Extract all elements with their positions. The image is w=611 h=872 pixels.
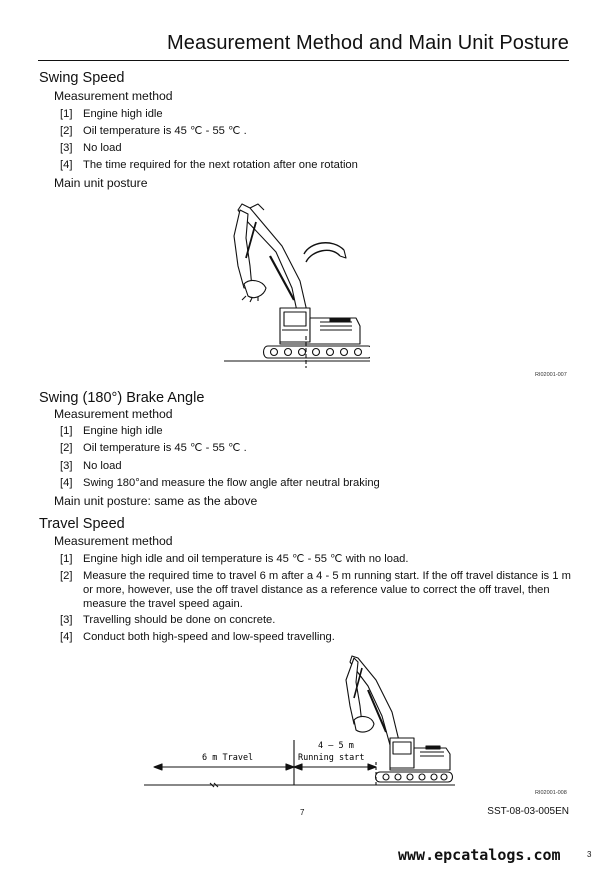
list-item: [3] Travelling should be done on concrete. <box>60 614 276 626</box>
list-item: [3] No load <box>60 460 122 472</box>
section-heading-swing-brake-angle: Swing (180°) Brake Angle <box>39 390 205 406</box>
excavator-swing-figure <box>220 196 370 368</box>
page-number: 7 <box>300 808 305 817</box>
travel-distance-label: 6 m Travel <box>202 753 254 763</box>
list-item: [1] Engine high idle and oil temperature is 45 ℃ - 55 ℃ with no load. <box>60 553 409 565</box>
main-unit-posture-label: Main unit posture <box>54 176 148 190</box>
figure-code: RI02001-007 <box>535 372 567 378</box>
figure-code: RI02001-008 <box>535 790 567 796</box>
measurement-method-label: Measurement method <box>54 89 173 103</box>
travel-speed-figure <box>140 650 470 790</box>
title-rule <box>38 60 569 61</box>
document-id: SST-08-03-005EN <box>487 806 569 817</box>
list-item: [4] Conduct both high-speed and low-speed travelling. <box>60 631 335 643</box>
watermark: www.epcatalogs.com <box>398 846 561 864</box>
measurement-method-label: Measurement method <box>54 534 173 548</box>
list-item: [3] No load <box>60 142 122 154</box>
list-item: [2] Measure the required time to travel 6 m after a 4 - 5 m running start. If the off travel distance is 1 m or more, however, use the off travel distance as a reference value to correct the off travel, then measure the travel speed again. <box>60 570 571 611</box>
main-unit-posture-label: Main unit posture: same as the above <box>54 494 258 508</box>
section-heading-travel-speed: Travel Speed <box>39 516 125 532</box>
list-item: [4] The time required for the next rotation after one rotation <box>60 159 358 171</box>
list-item: [1] Engine high idle <box>60 108 163 120</box>
running-start-distance-label: 4 — 5 m <box>318 741 354 751</box>
measurement-method-label: Measurement method <box>54 407 173 421</box>
corner-number: 3 <box>587 850 592 859</box>
page-title: Measurement Method and Main Unit Posture <box>167 32 569 54</box>
list-item: [4] Swing 180°and measure the flow angle after neutral braking <box>60 477 380 489</box>
list-item: [1] Engine high idle <box>60 425 163 437</box>
section-heading-swing-speed: Swing Speed <box>39 70 125 86</box>
list-item: [2] Oil temperature is 45 ℃ - 55 ℃ . <box>60 442 247 454</box>
running-start-label: Running start <box>298 753 365 763</box>
list-item: [2] Oil temperature is 45 ℃ - 55 ℃ . <box>60 125 247 137</box>
